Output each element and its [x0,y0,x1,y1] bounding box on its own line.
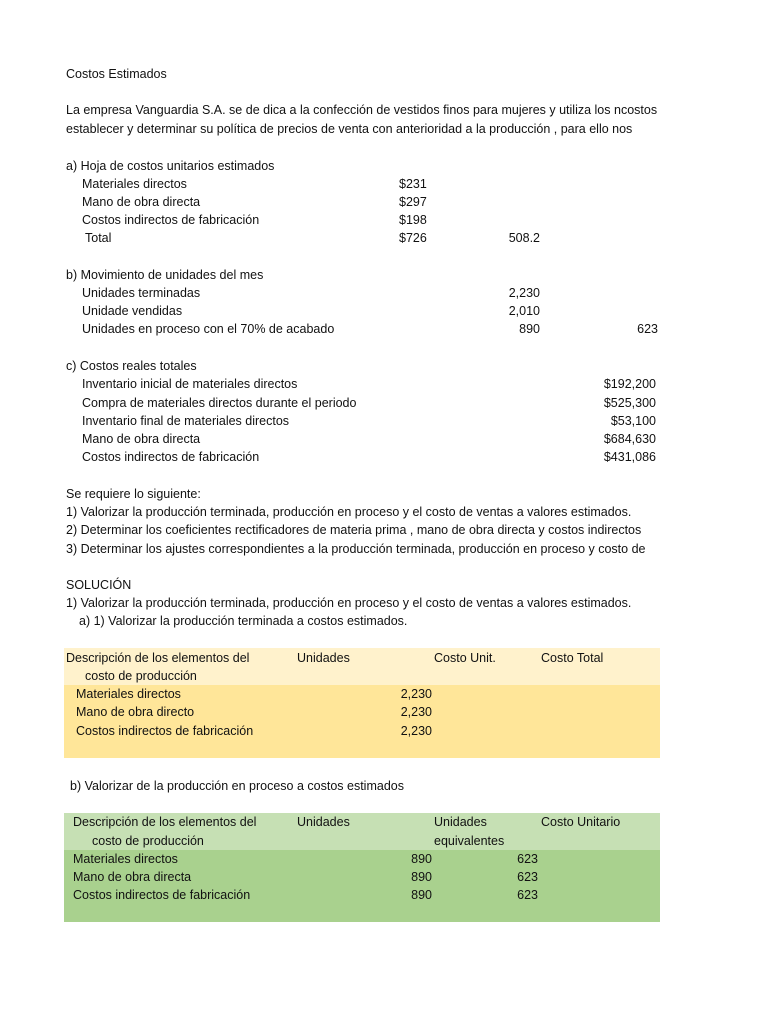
table2-row-label: Materiales directos [73,852,178,866]
units-value-in-process: 890 [519,322,540,336]
table1-header-total-cost: Costo Total [541,651,604,665]
table1-header-units: Unidades [297,651,350,665]
requirement-2: 2) Determinar los coeficientes rectificadores de materia prima , mano de obra directa y costos indirectos [66,523,642,537]
page-title: Costos Estimados [66,67,167,81]
actual-label-final-inventory: Inventario final de materiales directos [82,414,290,428]
intro-line-1: La empresa Vanguardia S.A. se de dica a la confección de vestidos finos para mujeres y utiliza los ncostos [66,103,658,117]
units-label-finished: Unidades terminadas [82,286,201,300]
table2-row-label: Mano de obra directa [73,870,192,884]
actual-value-final-inventory: $53,100 [610,414,656,428]
table2-row-units: 890 [411,870,432,884]
cost-value-materials: $231 [399,177,427,191]
table1-row-label: Materiales directos [76,687,181,701]
table2-row-units: 890 [411,888,432,902]
cost-value-labor: $297 [399,195,427,209]
requirement-1: 1) Valorizar la producción terminada, producción en proceso y el costo de ventas a valores estimados. [66,505,632,519]
solution-subheading-b: b) Valorizar de la producción en proceso a costos estimados [70,779,404,793]
requirement-3: 3) Determinar los ajustes correspondientes a la producción terminada, producción en proceso y costo de [66,542,646,556]
table2-header-units: Unidades [297,815,350,829]
units-label-in-process: Unidades en proceso con el 70% de acabado [82,322,335,336]
table1-row-label: Costos indirectos de fabricación [76,724,254,738]
table2-row-units: 890 [411,852,432,866]
table1-header-unit-cost: Costo Unit. [434,651,496,665]
actual-label-overhead: Costos indirectos de fabricación [82,450,260,464]
actual-value-purchases: $525,300 [603,396,656,410]
table2-header-equiv-1: Unidades [434,815,487,829]
units-label-sold: Unidade vendidas [82,304,183,318]
units-equivalent-in-process: 623 [637,322,658,336]
section-b-heading: b) Movimiento de unidades del mes [66,268,264,282]
table1-header-desc-1: Descripción de los elementos del [66,651,250,665]
table2-row-equiv: 623 [517,870,538,884]
table2-header-desc-2: costo de producción [92,834,204,848]
table2-header-desc-1: Descripción de los elementos del [73,815,257,829]
actual-label-purchases: Compra de materiales directos durante el periodo [82,396,357,410]
solution-line-1: 1) Valorizar la producción terminada, producción en proceso y el costo de ventas a valores estimados. [66,596,632,610]
table2-header-unit-cost: Costo Unitario [541,815,621,829]
table2-row-equiv: 623 [517,852,538,866]
cost-value-overhead: $198 [399,213,427,227]
cost-value-total: $726 [399,231,427,245]
table2-header-equiv-2: equivalentes [434,834,505,848]
table1-row-label: Mano de obra directo [76,705,195,719]
table1-header-desc-2: costo de producción [85,669,197,683]
solution-subheading-a: a) 1) Valorizar la producción terminada a costos estimados. [79,614,408,628]
actual-value-labor: $684,630 [603,432,656,446]
solution-heading: SOLUCIÓN [66,578,132,592]
table1-row-units: 2,230 [400,724,432,738]
section-c-heading: c) Costos reales totales [66,359,197,373]
section-a-heading: a) Hoja de costos unitarios estimados [66,159,275,173]
units-value-sold: 2,010 [508,304,540,318]
table1-row-units: 2,230 [400,705,432,719]
requirements-heading: Se requiere lo siguiente: [66,487,201,501]
table2-row-label: Costos indirectos de fabricación [73,888,251,902]
actual-label-labor: Mano de obra directa [82,432,201,446]
table2-row-equiv: 623 [517,888,538,902]
intro-line-2: establecer y determinar su política de precios de venta con anterioridad a la producción , para ello nos [66,122,633,136]
cost-total-extra: 508.2 [508,231,540,245]
cost-label-labor: Mano de obra directa [82,195,201,209]
units-value-finished: 2,230 [508,286,540,300]
actual-value-overhead: $431,086 [603,450,656,464]
table1-row-units: 2,230 [400,687,432,701]
cost-label-materials: Materiales directos [82,177,187,191]
actual-value-initial-inventory: $192,200 [603,377,656,391]
cost-label-overhead: Costos indirectos de fabricación [82,213,260,227]
actual-label-initial-inventory: Inventario inicial de materiales directos [82,377,298,391]
cost-label-total: Total [85,231,112,245]
